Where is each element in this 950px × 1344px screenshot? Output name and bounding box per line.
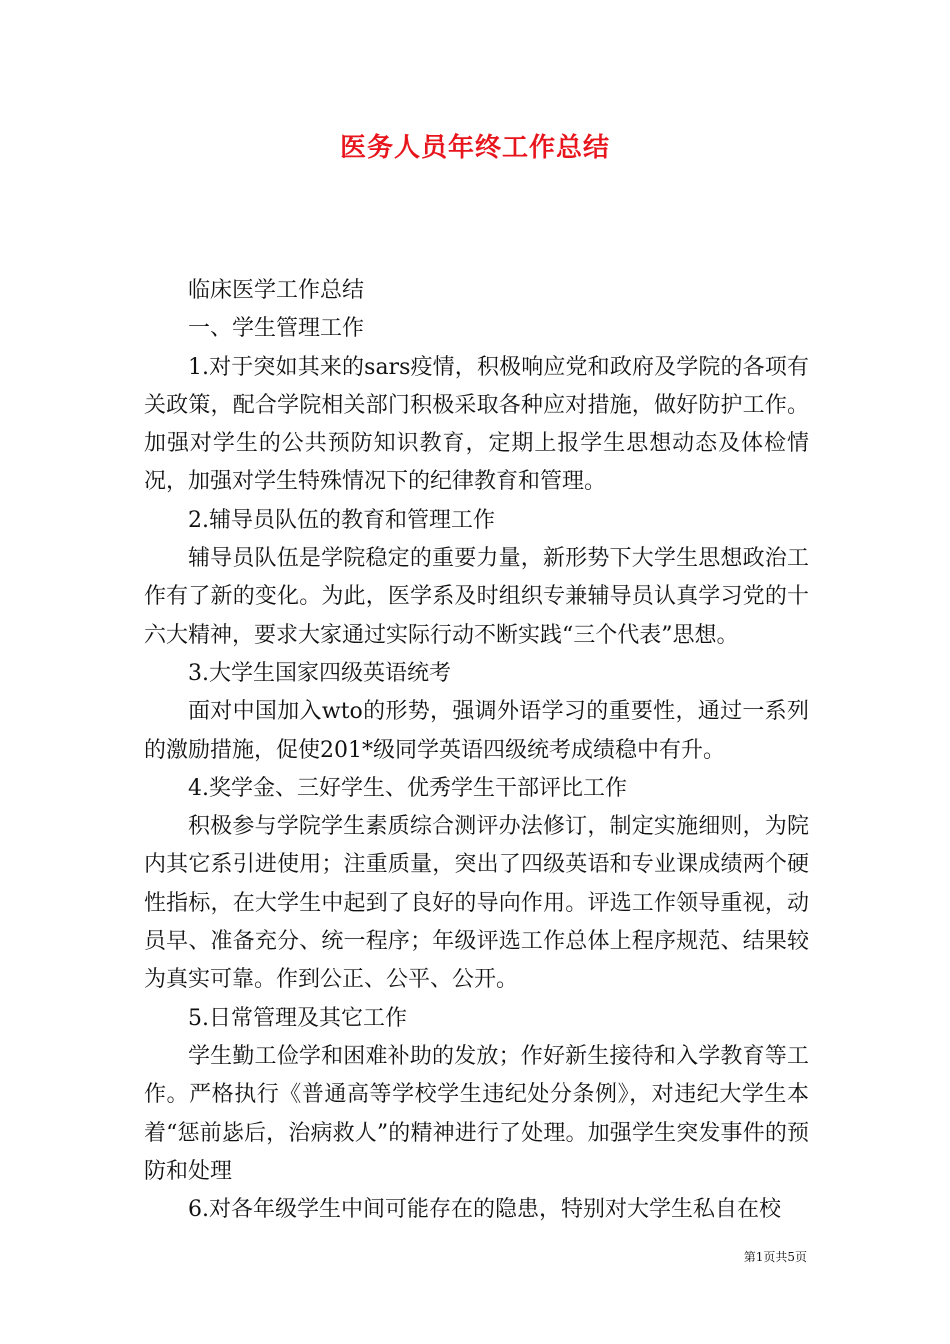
document-body	[144, 272, 809, 1229]
paragraph-counselor-team: 辅导员队伍是学院稳定的重要力量，新形势下大学生思想政治工作有了新的变化。为此，医学系及时组织专兼辅导员认真学习党的十六大精神，要求大家通过实际行动不断实践“三个代表”思想。	[144, 546, 809, 648]
paragraph-hidden-risks: 6.对各年级学生中间可能存在的隐患，特别对大学生私自在校	[188, 1197, 781, 1223]
document-title: 医务人员年终工作总结	[339, 133, 610, 163]
paragraph-scholarship-evaluation: 积极参与学院学生素质综合测评办法修订，制定实施细则，为院内其它系引进使用；注重质量，突出了四级英语和专业课成绩两个硬性指标，在大学生中起到了良好的导向作用。评选工作领导重视，动员早、准备充分、统一程序；年级评选工作总体上程序规范、结果较为真实可靠。作到公正、公平、公开。	[144, 814, 809, 993]
subheading-scholarship-evaluation: 4.奖学金、三好学生、优秀学生干部评比工作	[188, 775, 627, 801]
paragraph-sars-response: 1.对于突如其来的sars疫情，积极响应党和政府及学院的各项有关政策，配合学院相关部门积极采取各种应对措施，做好防护工作。加强对学生的公共预防知识教育，定期上报学生思想动态及体检情况，加强对学生特殊情况下的纪律教育和管理。	[144, 354, 809, 495]
heading-clinical-summary: 临床医学工作总结	[188, 278, 365, 303]
paragraph-cet4-exam: 面对中国加入wto的形势，强调外语学习的重要性，通过一系列的激励措施，促使201*级同学英语四级统考成绩稳中有升。	[144, 699, 809, 763]
subheading-daily-management: 5.日常管理及其它工作	[188, 1005, 407, 1031]
paragraph-daily-management: 学生勤工俭学和困难补助的发放；作好新生接待和入学教育等工作。严格执行《普通高等学校学生违纪处分条例》，对违纪大学生本着“惩前毖后，治病救人”的精神进行了处理。加强学生突发事件的预防和处理	[144, 1043, 809, 1184]
subheading-cet4-exam: 3.大学生国家四级英语统考	[188, 660, 451, 686]
subheading-counselor-team: 2.辅导员队伍的教育和管理工作	[188, 507, 495, 533]
section-heading-student-management: 一、学生管理工作	[188, 316, 365, 342]
page-number: 第1页共5页	[743, 1250, 807, 1264]
